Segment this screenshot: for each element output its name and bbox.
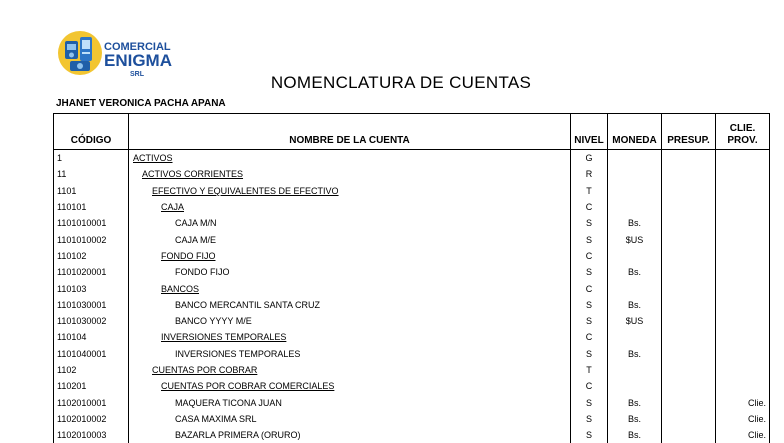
cell-currency <box>608 329 662 345</box>
cell-name <box>129 215 571 231</box>
cell-code: 1101010002 <box>54 231 129 247</box>
cell-level: C <box>571 378 608 394</box>
cell-client <box>716 329 770 345</box>
column-header-client <box>716 114 770 150</box>
cell-level: C <box>571 199 608 215</box>
cell-client <box>716 150 770 167</box>
cell-currency <box>608 362 662 378</box>
cell-currency: Bs. <box>608 264 662 280</box>
table-row <box>54 215 770 231</box>
cell-code: 110102 <box>54 248 129 264</box>
cell-budget <box>662 280 716 296</box>
cell-client <box>716 378 770 394</box>
cell-client <box>716 166 770 182</box>
cell-budget <box>662 264 716 280</box>
cell-budget <box>662 378 716 394</box>
table-row <box>54 280 770 296</box>
cell-level: C <box>571 280 608 296</box>
account-name: CASA MAXIMA SRL <box>175 413 257 424</box>
cell-currency <box>608 199 662 215</box>
table-row <box>54 362 770 378</box>
cell-code: 1102 <box>54 362 129 378</box>
column-header-client-line2: PROV. <box>727 135 758 146</box>
cell-name <box>129 394 571 410</box>
cell-client <box>716 280 770 296</box>
cell-name <box>129 378 571 394</box>
table-row <box>54 199 770 215</box>
cell-budget <box>662 215 716 231</box>
table-row <box>54 183 770 199</box>
cell-name <box>129 183 571 199</box>
cell-client <box>716 346 770 362</box>
table-row <box>54 231 770 247</box>
cell-level: S <box>571 313 608 329</box>
cell-client <box>716 199 770 215</box>
account-name: CAJA M/N <box>175 218 217 229</box>
cell-currency <box>608 248 662 264</box>
cell-budget <box>662 231 716 247</box>
cell-name <box>129 297 571 313</box>
cell-budget <box>662 362 716 378</box>
cell-budget <box>662 329 716 345</box>
cell-name <box>129 362 571 378</box>
account-name: INVERSIONES TEMPORALES <box>161 332 287 343</box>
cell-currency: Bs. <box>608 427 662 443</box>
cell-name <box>129 231 571 247</box>
account-name: CUENTAS POR COBRAR <box>152 365 258 375</box>
account-name: BAZARLA PRIMERA (ORURO) <box>175 430 301 441</box>
table-row <box>54 150 770 167</box>
cell-code: 1101040001 <box>54 346 129 362</box>
account-name: CUENTAS POR COBRAR COMERCIALES <box>161 381 335 392</box>
cell-client <box>716 362 770 378</box>
cell-budget <box>662 183 716 199</box>
cell-name <box>129 199 571 215</box>
table-row <box>54 378 770 394</box>
cell-code: 110103 <box>54 280 129 296</box>
cell-code: 1101030001 <box>54 297 129 313</box>
account-name: BANCO YYYY M/E <box>175 316 252 327</box>
cell-code: 1101010001 <box>54 215 129 231</box>
document-title: NOMENCLATURA DE CUENTAS <box>270 73 532 92</box>
account-name: INVERSIONES TEMPORALES <box>175 348 301 359</box>
cell-currency: Bs. <box>608 215 662 231</box>
cell-name <box>129 150 571 167</box>
cell-client: Clie. <box>716 411 770 427</box>
cell-level: C <box>571 248 608 264</box>
cell-currency: Bs. <box>608 411 662 427</box>
cell-client <box>716 215 770 231</box>
cell-client <box>716 264 770 280</box>
cell-code: 11 <box>54 166 129 182</box>
cell-budget <box>662 199 716 215</box>
account-name: FONDO FIJO <box>161 250 216 261</box>
table-header-row <box>54 114 770 150</box>
cell-budget <box>662 297 716 313</box>
cell-name <box>129 411 571 427</box>
cell-budget <box>662 248 716 264</box>
cell-currency: Bs. <box>608 346 662 362</box>
cell-code: 1101 <box>54 183 129 199</box>
cell-client <box>716 183 770 199</box>
cell-currency <box>608 166 662 182</box>
cell-code: 1101020001 <box>54 264 129 280</box>
cell-code: 110104 <box>54 329 129 345</box>
cell-currency <box>608 280 662 296</box>
account-name: MAQUERA TICONA JUAN <box>175 397 282 408</box>
cell-budget <box>662 411 716 427</box>
table-row <box>54 166 770 182</box>
accounts-table <box>53 113 770 443</box>
cell-code: 1102010001 <box>54 394 129 410</box>
cell-level: T <box>571 362 608 378</box>
cell-level: S <box>571 297 608 313</box>
cell-level: S <box>571 427 608 443</box>
cell-code: 1102010003 <box>54 427 129 443</box>
cell-name <box>129 280 571 296</box>
cell-code: 110101 <box>54 199 129 215</box>
account-name: FONDO FIJO <box>175 267 230 278</box>
cell-name <box>129 346 571 362</box>
account-name: ACTIVOS CORRIENTES <box>142 169 244 180</box>
cell-budget <box>662 166 716 182</box>
cell-level: C <box>571 329 608 345</box>
cell-budget <box>662 346 716 362</box>
logo-text-srl: SRL <box>130 71 144 78</box>
owner-name: JHANET VERONICA PACHA APANA <box>56 98 226 109</box>
cell-client <box>716 297 770 313</box>
table-row <box>54 248 770 264</box>
table-row <box>54 264 770 280</box>
cell-name <box>129 248 571 264</box>
cell-level: S <box>571 231 608 247</box>
cell-currency <box>608 183 662 199</box>
cell-level: R <box>571 166 608 182</box>
account-name: CAJA <box>161 202 185 213</box>
cell-level: S <box>571 411 608 427</box>
cell-code: 110201 <box>54 378 129 394</box>
table-row <box>54 313 770 329</box>
cell-client: Clie. <box>716 427 770 443</box>
table-row <box>54 346 770 362</box>
logo-text-enigma: ENIGMA <box>104 51 172 70</box>
cell-currency: $US <box>608 313 662 329</box>
cell-client <box>716 313 770 329</box>
cell-currency <box>608 378 662 394</box>
account-name: ACTIVOS <box>133 153 173 164</box>
cell-budget <box>662 150 716 167</box>
cell-name <box>129 166 571 182</box>
cell-name <box>129 329 571 345</box>
cell-level: S <box>571 215 608 231</box>
cell-name <box>129 264 571 280</box>
cell-client <box>716 231 770 247</box>
cell-client <box>716 248 770 264</box>
column-header-currency: MONEDA <box>608 114 662 150</box>
cell-currency: Bs. <box>608 297 662 313</box>
cell-level: T <box>571 183 608 199</box>
table-row <box>54 297 770 313</box>
column-header-client-line1: CLIE. <box>729 123 756 134</box>
column-header-budget: PRESUP. <box>662 114 716 150</box>
cell-code: 1102010002 <box>54 411 129 427</box>
table-row <box>54 394 770 410</box>
cell-client: Clie. <box>716 394 770 410</box>
cell-code: 1101030002 <box>54 313 129 329</box>
logo-text-comercial: COMERCIAL <box>104 41 171 53</box>
cell-currency: Bs. <box>608 394 662 410</box>
column-header-name: NOMBRE DE LA CUENTA <box>129 114 571 150</box>
cell-level: S <box>571 346 608 362</box>
cell-budget <box>662 394 716 410</box>
column-header-level: NIVEL <box>571 114 608 150</box>
cell-currency <box>608 150 662 167</box>
account-name: BANCO MERCANTIL SANTA CRUZ <box>175 299 321 310</box>
cell-level: G <box>571 150 608 167</box>
cell-name <box>129 313 571 329</box>
account-name: CAJA M/E <box>175 234 217 245</box>
table-row <box>54 411 770 427</box>
cell-code: 1 <box>54 150 129 167</box>
cell-currency: $US <box>608 231 662 247</box>
cell-level: S <box>571 264 608 280</box>
column-header-code: CÓDIGO <box>54 114 129 150</box>
table-row <box>54 329 770 345</box>
cell-budget <box>662 313 716 329</box>
account-name: EFECTIVO Y EQUIVALENTES DE EFECTIVO <box>152 185 339 196</box>
cell-level: S <box>571 394 608 410</box>
account-name: BANCOS <box>161 283 200 294</box>
